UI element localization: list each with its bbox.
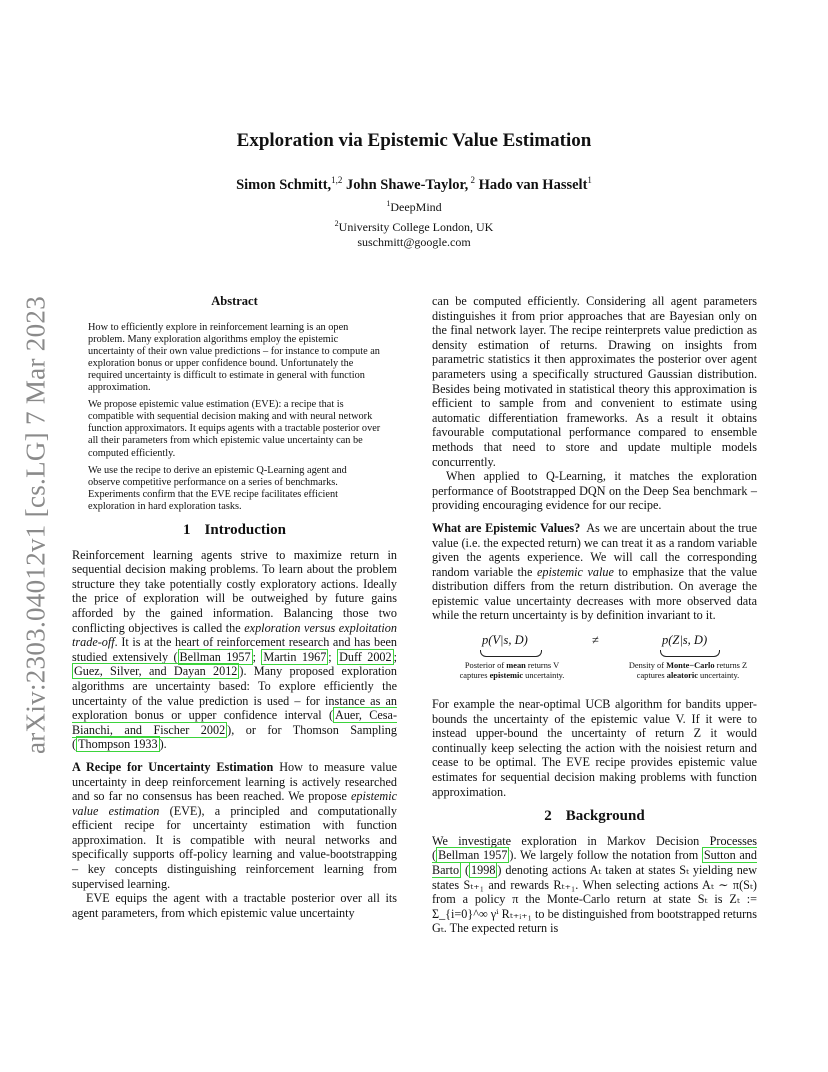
text-run: ; xyxy=(252,649,262,664)
epistemic-values-paragraph xyxy=(432,521,757,623)
affil-sup: 2 xyxy=(334,218,339,228)
affil-text: University College London, UK xyxy=(338,219,494,234)
text-run: ), or for Thomson Sampling ( xyxy=(72,722,397,752)
affiliation-line xyxy=(0,196,828,216)
section-number: 1 xyxy=(183,522,191,538)
equation-posterior-mean: p(V|s, D) xyxy=(482,633,528,648)
contact-email xyxy=(0,235,828,251)
citation-link[interactable]: Thompson 1933 xyxy=(78,737,158,752)
text-run: How to measure value uncertainty in deep reinforcement learning is actively researched and so far no consensus has been reached. We propose xyxy=(72,759,397,804)
recipe-paragraph xyxy=(72,760,397,891)
text-run: ). We largely follow the notation from xyxy=(509,848,702,863)
caption-text: Posterior of xyxy=(464,661,507,671)
text-run: ; xyxy=(328,649,338,664)
text-run: ) denoting actions Aₜ taken at states Sₜ yielding new states Sₜ₊₁ and rewards Rₜ₊₁. When selecting actions Aₜ ∼ π(Sₜ) from a policy π the Monte-Carlo return at state Sₜ is Zₜ := Σ_{i=0}^∞ γⁱ Rₜ₊ᵢ₊₁ to be distinguished from bootstrapped returns Gₜ. The expected return is xyxy=(432,863,757,936)
arxiv-identifier-stamp xyxy=(16,290,56,760)
underbrace-left xyxy=(480,650,542,657)
caption-epistemic xyxy=(432,661,592,681)
caption-bold: epistemic xyxy=(489,671,524,681)
text-run: . It is at the heart of reinforcement research and has been studied extensively ( xyxy=(72,635,397,664)
abstract-paragraph: We use the recipe to derive an epistemic Q-Learning agent and observe competitive performance on a series of benchmarks. Experiments confirm that the EVE recipe facilitates efficient exploration in hard exploration tasks. xyxy=(88,464,347,512)
caption-text: returns Z xyxy=(714,661,748,671)
text-run: As we are uncertain about the true value (i.e. the expected return) we can treat it as a random variable given the agents experience. We will call the corresponding random variable the xyxy=(432,520,757,579)
text-run: (EVE), a principled and computationally efficient recipe for uncertainty estimation with function approximation. It is compatible with neural networks and specifically supports off-policy learning and value-bootstrapping – key concepts distinguishing reinforcement learning from supervised learning. xyxy=(72,803,397,891)
affiliation-line xyxy=(0,216,828,236)
author-affil-sup: 1 xyxy=(587,175,592,185)
affil-sup: 1 xyxy=(386,199,391,208)
citation-link[interactable]: Bellman 1957 xyxy=(179,649,251,664)
section-title: Background xyxy=(565,808,645,825)
caption-text: uncertainty. xyxy=(523,671,565,681)
citation-link[interactable]: Martin 1967 xyxy=(263,649,327,664)
caption-bold: Monte−Carlo xyxy=(666,661,715,671)
caption-text: uncertainty. xyxy=(697,671,740,681)
intro-paragraph: EVE equips the agent with a tractable posterior over all its agent parameters, from which epistemic value uncertainty xyxy=(72,891,397,920)
abstract-paragraph: We propose epistemic value estimation (EVE): a recipe that is compatible with sequential decision making and with neural network function approximators. It equips agents with a tractable posterior over all their parameters from which epistemic value uncertainty can be computed efficiently. xyxy=(88,399,381,459)
section-number: 2 xyxy=(544,808,552,825)
text-run: ( xyxy=(461,863,470,877)
author-name: John Shawe-Taylor, xyxy=(342,176,469,193)
citation-link[interactable]: Sutton and Barto xyxy=(432,848,757,877)
underbrace-right xyxy=(660,650,720,657)
body-paragraph: For example the near-optimal UCB algorithm for bandits upper-bounds the uncertainty of the epistemic value V. If it were to instead upper-bound the uncertainty of return Z it would continually keep selecting the action with the noisiest return and cease to be optimal. The EVE recipe provides epistemic value estimates for sequential decision making problems with function approximation. xyxy=(432,697,757,799)
abstract-heading: Abstract xyxy=(211,294,258,308)
author-affil-sup: 2 xyxy=(468,175,476,185)
emphasis-text: epistemic value estimation xyxy=(72,789,397,818)
emphasis-text: exploration versus exploitation trade-off xyxy=(72,620,397,650)
background-paragraph xyxy=(432,834,757,936)
section-heading-introduction xyxy=(72,523,397,538)
body-paragraph: When applied to Q-Learning, it matches the exploration performance of Bootstrapped DQN on the Deep Sea benchmark – providing encouraging evidence for our recipe. xyxy=(432,469,757,513)
section-heading-background xyxy=(432,809,757,824)
intro-paragraph xyxy=(72,548,397,752)
citation-link[interactable]: Duff 2002 xyxy=(339,649,392,664)
caption-text: captures xyxy=(636,671,667,681)
email-text: suschmitt@google.com xyxy=(357,235,471,249)
caption-aleatoric xyxy=(598,661,778,681)
citation-link[interactable]: 1998 xyxy=(471,863,496,877)
text-run: ). Many proposed exploration algorithms are uncertainty based: To explore efficiently the uncertainty of the value prediction is used – for instance as an exploration bonus or upper confidence interval ( xyxy=(72,664,397,723)
paragraph-heading: What are Epistemic Values? xyxy=(432,520,581,535)
right-column xyxy=(432,294,757,936)
text-run: We investigate exploration in Markov Decision Processes ( xyxy=(432,833,757,863)
equation-comparison xyxy=(432,633,757,689)
equation-return-density: p(Z|s, D) xyxy=(662,633,708,648)
affiliations xyxy=(0,196,828,251)
citation-link[interactable]: Bellman 1957 xyxy=(438,848,508,863)
arxiv-stamp-text: arXiv:2303.04012v1 [cs.LG] 7 Mar 2023 xyxy=(20,295,51,755)
paragraph-heading: A Recipe for Uncertainty Estimation xyxy=(72,759,274,774)
text-run: ). xyxy=(159,737,167,752)
caption-text: captures xyxy=(459,671,490,681)
paper-title: Exploration via Epistemic Value Estimation xyxy=(236,130,592,151)
caption-text: returns V xyxy=(525,661,560,671)
author-affil-sup: 1,2 xyxy=(331,175,343,185)
caption-text: Density of xyxy=(628,661,667,671)
caption-bold: mean xyxy=(506,661,526,671)
text-run: Reinforcement learning agents strive to maximize return in sequential decision making problems. To learn about the problem structure they take potentially costly exploratory actions. Ideally the price of exploration will be outweighed by future gains afforded by the gained information. Balancing those two conflicting objectives is called the xyxy=(72,547,397,635)
text-run: to emphasize that the value distribution differs from the return distribution. On average the epistemic value uncertainty decreases with more observed data while the return uncertainty is by definition invariant to it. xyxy=(432,564,757,623)
section-title: Introduction xyxy=(204,522,286,538)
citation-link[interactable]: Guez, Silver, and Dayan 2012 xyxy=(74,664,238,679)
left-column xyxy=(72,294,397,920)
affil-text: DeepMind xyxy=(390,200,442,214)
author-name: Simon Schmitt, xyxy=(236,176,332,193)
caption-bold: aleatoric xyxy=(666,671,698,681)
emphasis-text: epistemic value xyxy=(536,564,614,579)
author-line xyxy=(0,175,828,194)
not-equal-symbol: ≠ xyxy=(592,633,599,648)
body-paragraph: can be computed efficiently. Considering all agent parameters distinguishes it from prior approaches that are Bayesian only on the final network layer. The recipe reinterprets value prediction as density estimation of returns. Drawing on insights from parametric statistics it then approximates the posterior over agent parameters using a specifically structured Gaussian distribution. Besides being motivated in statistical theory this approximation is efficient to sample from and convenient to estimate using automatic differentiation frameworks. As a result it obtains favourable computational performance compared to ensemble methods that need to store and update multiple models concurrently. xyxy=(432,294,757,469)
text-run: ; xyxy=(393,649,397,664)
author-name: Hado van Hasselt xyxy=(475,176,588,193)
abstract-paragraph: How to efficiently explore in reinforcement learning is an open problem. Many exploration algorithms employ the epistemic uncertainty of their own value predictions – for instance to compute an exploration bonus or upper confidence bound. Unfortunately the required uncertainty is difficult to estimate in general with function approximation. xyxy=(88,321,380,394)
citation-link[interactable]: Auer, Cesa-Bianchi, and Fischer 2002 xyxy=(72,708,397,737)
